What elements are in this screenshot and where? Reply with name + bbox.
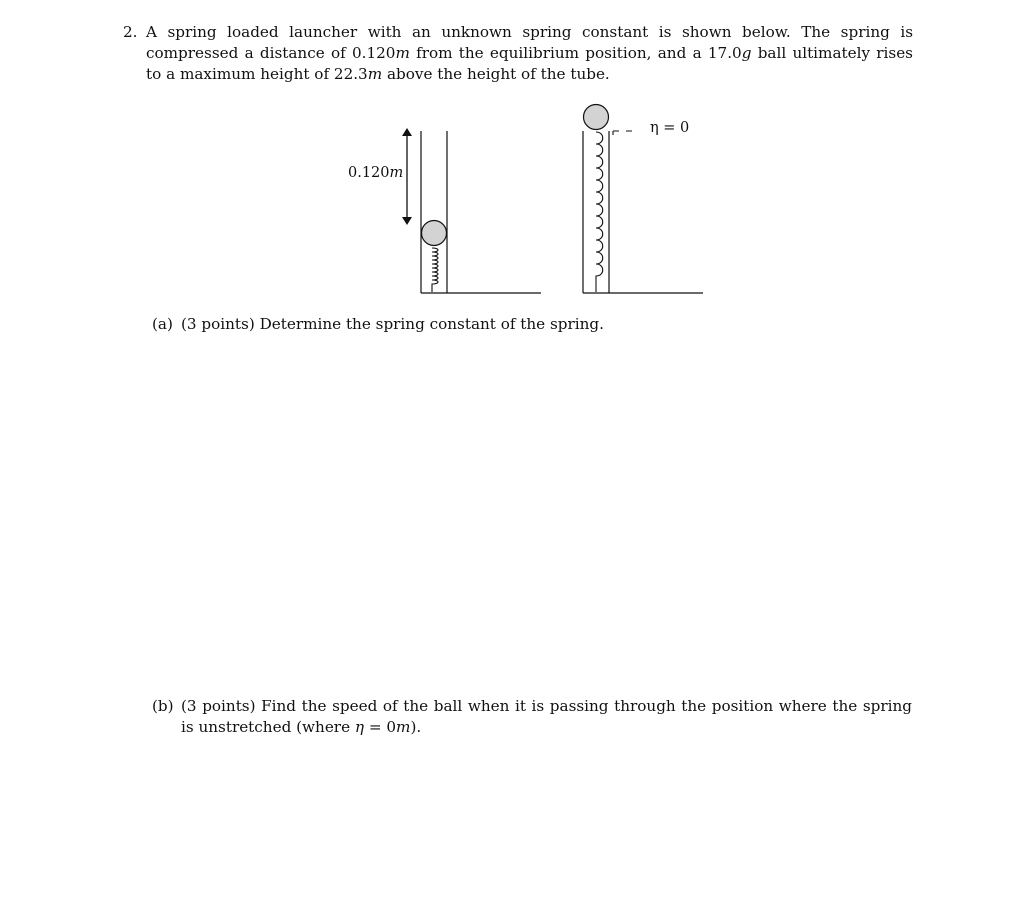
compressed-launcher [407,131,541,293]
compression-distance-unit: m [395,44,410,62]
part-b-points: (3 points) [181,697,256,715]
problem-text-4: above the height of the tube. [382,65,610,83]
part-b-question-1: Find the speed of the ball when it is passing through the position where the spring is unstretched (where [181,697,912,736]
max-height-unit: m [367,65,383,83]
part-b-unit: m [396,718,411,736]
compression-label [348,165,403,181]
compression-label-unit: m [389,165,404,181]
part-a-question: Determine the spring constant of the spring. [259,315,604,333]
part-b [152,696,912,738]
problem-text-1: A spring loaded launcher with an unknown spring constant is shown below. The spring is compressed a distance of [146,23,913,62]
compressed-spring [432,248,438,292]
ball-mass-unit: g [741,44,752,62]
part-b-eta: η [354,718,364,736]
problem-text-2: from the equilibrium position, and a [409,44,708,62]
part-b-label: (b) [152,697,174,715]
problem-text-3: ball ultimately rises to a maximum height of [146,44,913,83]
part-b-body [181,696,912,738]
part-b-question-2: ). [410,718,422,736]
compression-label-value: 0.120 [348,165,390,181]
compression-distance-value: 0.120 [351,44,396,62]
part-a-points: (3 points) [181,315,255,333]
problem-number: 2. [123,23,138,41]
max-height-value: 22.3 [333,65,368,83]
relaxed-spring [596,132,603,292]
part-a-body [181,314,912,335]
part-b-equals: = 0 [364,718,397,736]
ball-mass-value: 17.0 [707,44,742,62]
left-ball [422,221,447,246]
right-ball [584,105,609,130]
part-a [152,314,912,335]
part-a-label: (a) [152,315,173,333]
eta-zero-label: η = 0 [650,120,690,136]
